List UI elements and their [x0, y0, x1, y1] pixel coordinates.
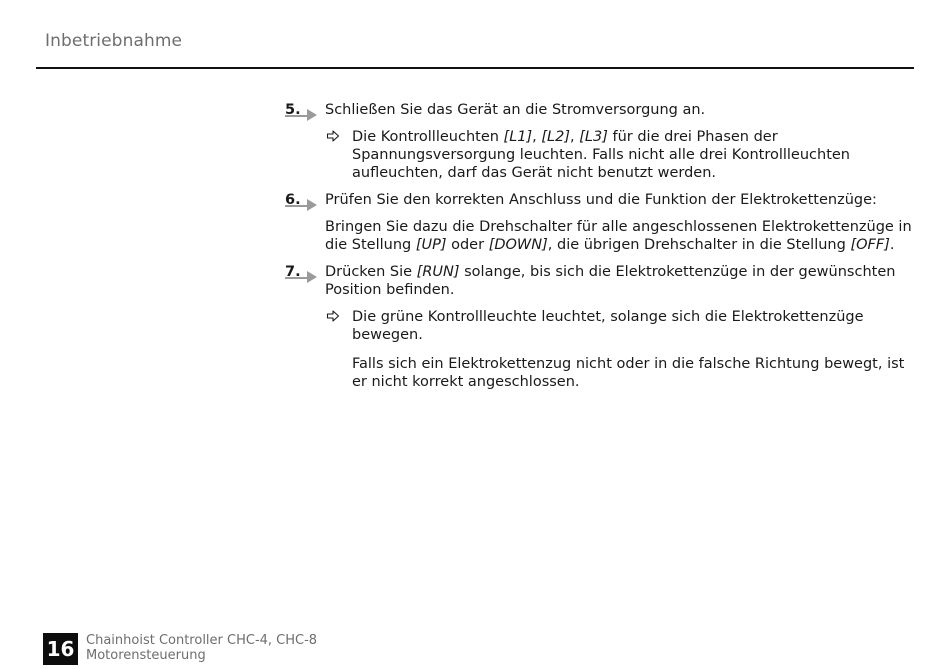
step-instruction: Prüfen Sie den korrekten Anschluss und die Funktion der Elektrokettenzüge: — [325, 192, 877, 208]
step-7 — [285, 263, 917, 299]
footer-product-info — [86, 633, 317, 663]
step-5-result — [285, 128, 917, 182]
step-number-6 — [285, 191, 318, 211]
step-number-label: 7. — [285, 264, 301, 280]
step-arrow-icon — [285, 269, 319, 283]
step-5 — [285, 101, 917, 119]
step-6 — [285, 191, 917, 254]
step-number-5 — [285, 101, 318, 121]
switch-down: [DOWN] — [488, 237, 548, 253]
note-text: Falls sich ein Elektrokettenzug nicht oder in die falsche Richtung bewegt, ist er nicht korrekt angeschlossen. — [352, 356, 905, 390]
footer-subtitle: Motorensteuerung — [86, 648, 206, 663]
step-number-7 — [285, 263, 318, 283]
result-arrow-icon — [326, 309, 340, 323]
result-text: Die Kontrollleuchten [L1], [L2], [L3] für die drei Phasen der Spannungsversorgung leuchten. Falls nicht alle drei Kontrollleuchten aufleuchten, darf das Gerät nicht benutzt werden. — [352, 129, 850, 181]
result-arrow-icon — [326, 129, 340, 143]
header-divider — [36, 67, 914, 69]
switch-off: [OFF] — [850, 237, 890, 253]
step-instruction: Schließen Sie das Gerät an die Stromversorgung an. — [325, 102, 706, 118]
step-6-detail: Bringen Sie dazu die Drehschalter für alle angeschlossenen Elektrokettenzüge in die Stellung [UP] oder [DOWN], die übrigen Drehschalter in die Stellung [OFF]. — [325, 219, 912, 253]
step-instruction: Drücken Sie [RUN] solange, bis sich die Elektrokettenzüge in der gewünschten Position befinden. — [325, 264, 896, 298]
step-7-note — [285, 355, 917, 391]
result-text: Die grüne Kontrollleuchte leuchtet, solange sich die Elektrokettenzüge bewegen. — [352, 309, 864, 343]
control-lamp-l2: [L2] — [541, 129, 571, 145]
instruction-list — [285, 101, 917, 391]
step-7-result — [285, 308, 917, 344]
page-section-title: Inbetriebnahme — [45, 31, 183, 51]
step-number-label: 6. — [285, 192, 301, 208]
control-lamp-l3: [L3] — [579, 129, 608, 145]
step-arrow-icon — [285, 107, 319, 121]
step-number-label: 5. — [285, 102, 301, 118]
control-lamp-l1: [L1] — [503, 129, 533, 145]
footer-product-name: Chainhoist Controller CHC-4, CHC-8 — [86, 633, 318, 648]
run-button-ref: [RUN] — [416, 264, 460, 280]
switch-up: [UP] — [415, 237, 447, 253]
step-arrow-icon — [285, 197, 319, 211]
page-number: 16 — [43, 633, 78, 665]
